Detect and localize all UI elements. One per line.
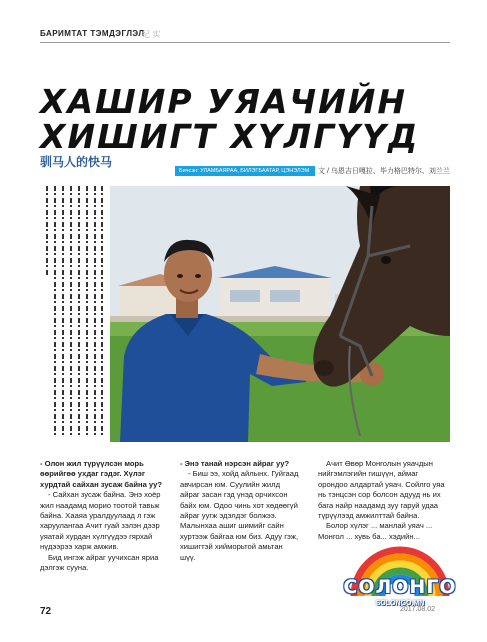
body-paragraph: Болор хүлэг ... манлай уяач ... Монгол ... хувь ба... хэдийн...	[318, 521, 433, 541]
page-number: 72	[40, 606, 52, 617]
section-label-cn: 纪 实	[142, 30, 161, 39]
body-paragraph: - Сайхан зусаж байна. Энэ хоёр жил наадамд морио тоотой тавьж байна. Хааяа уралдуулаад л гэж харуулангаа Ачит гуай зэлэн дээр уяатай хурдан хүлгүүдээ гярхай нүдээрээ харж амжив.	[40, 490, 161, 552]
question-paragraph: - Олон жил түрүүлсэн морь өөрийгөө ухдаг гэдэг. Хүлэг хурдтай сайхан зусаж байна уу?	[40, 459, 163, 489]
mongolian-script-block	[44, 186, 102, 441]
logo-name: СОЛОНГО	[343, 576, 457, 598]
running-header	[40, 26, 450, 43]
body-paragraph: Ачит Өвөр Монголын уяачдын нийгэмлэгийн гишүүн, аймаг орондоо алдартай уяач. Сойлго уяа нь тэнцсэн сор болсон адууд нь их бага найр наадамд зуу гаруй удаа түрүүлээд амжилттай байна.	[318, 459, 445, 521]
question-paragraph: - Энэ танай нэрсэн айраг уу?	[180, 459, 290, 468]
section-label: БАРИМТАТ ТЭМДЭГЛЭЛ	[40, 29, 145, 38]
logo-date: 2017.08.02	[400, 606, 436, 613]
article-column-1	[40, 459, 166, 573]
author-bar-text: Бичсэн: УЛАМБАЯРАА, БИЛЭГБААТАР, ЦЭНЭЛЭМ	[179, 168, 310, 174]
author-bar	[175, 166, 315, 176]
body-paragraph: - Биш ээ, хойд айлынх. Гуйгаад авчирсан юм. Суулийн жилд айраг засан гэд үнэд орчихсон байх юм. Одоо чинь хот хөдөөгүй айраг уугж эдэлдэг болжээ. Малынхаа ашиг шимийг сайн хуртээж байгаа юм биз. Адуу гэж, хишигтэй хийморьтой амьтан шүү.	[180, 469, 299, 562]
headline-line-2: ХИШИГТ ХҮЛГҮҮД	[40, 117, 420, 156]
body-paragraph: Бид ингэж айраг уучихсан яриа дэлгэж сууна.	[40, 552, 159, 573]
headline-line-1: ХАШИР УЯАЧИЙН	[40, 82, 407, 121]
man-with-horse-photo	[110, 186, 450, 442]
logo-url: SOLONGO.MN	[375, 600, 425, 607]
article-column-2	[180, 459, 300, 563]
subtitle-cn: 驯马人的快马	[40, 155, 113, 169]
author-cn: 文 / 乌恩吉日嘎拉、毕力格巴特尔、刘兰兰	[318, 168, 450, 175]
article-column-3	[318, 459, 450, 542]
